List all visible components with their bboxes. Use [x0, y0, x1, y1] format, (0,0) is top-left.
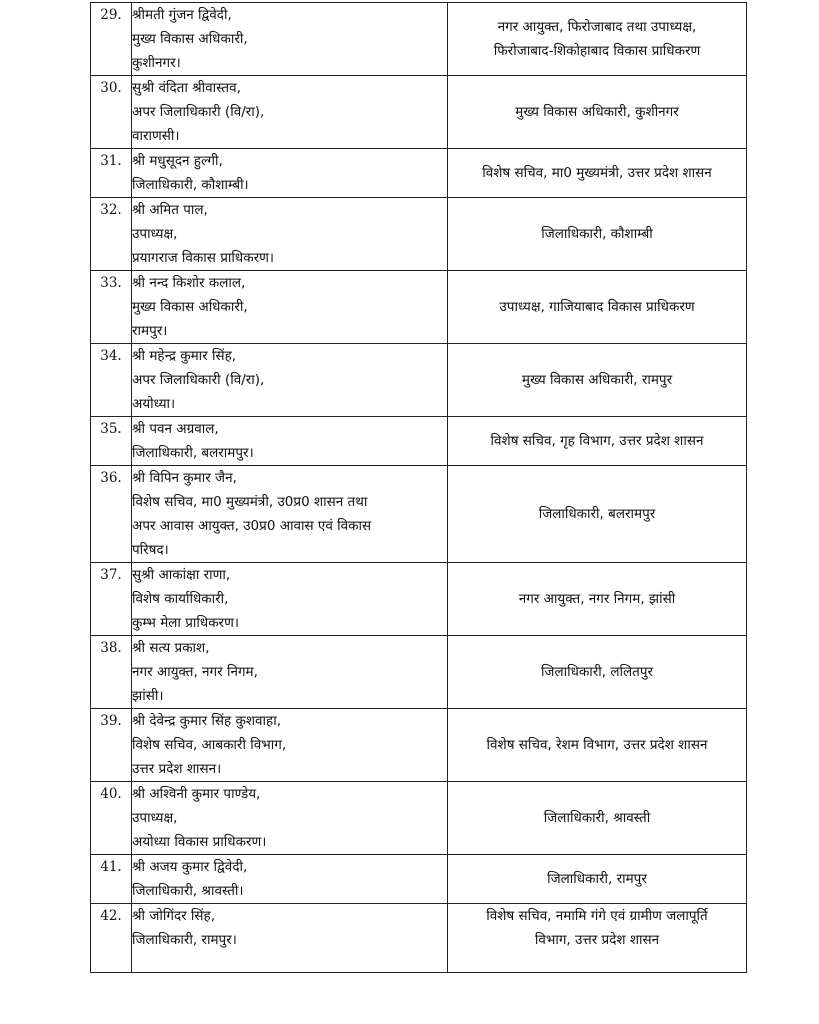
officer-detail-line: अयोध्या विकास प्राधिकरण। [132, 834, 267, 850]
officer-name-current-post [132, 344, 448, 417]
officer-detail-line: अपर जिलाधिकारी (वि/रा), [132, 372, 265, 388]
officer-detail-line: प्रयागराज विकास प्राधिकरण। [132, 250, 274, 266]
new-posting-line: जिलाधिकारी, ललितपुर [540, 664, 654, 680]
serial-number: 42. [91, 904, 132, 973]
officer-detail-line: श्री अश्विनी कुमार पाण्डेय, [132, 786, 261, 802]
new-posting [448, 855, 747, 904]
table-row [91, 904, 747, 973]
officer-detail-line: श्री नन्द किशोर कलाल, [132, 275, 246, 291]
table-body [91, 3, 747, 973]
officer-detail-line: वाराणसी। [132, 128, 180, 144]
serial-number: 35. [91, 417, 132, 466]
new-posting [448, 344, 747, 417]
serial-number: 30. [91, 76, 132, 149]
table-row [91, 855, 747, 904]
officer-detail-line: जिलाधिकारी, रामपुर। [132, 932, 237, 948]
officer-detail-line: अपर जिलाधिकारी (वि/रा), [132, 104, 265, 120]
officer-detail-line: उपाध्यक्ष, [132, 810, 178, 826]
table-row [91, 149, 747, 198]
officer-detail-line: उपाध्यक्ष, [132, 226, 178, 242]
serial-number: 36. [91, 466, 132, 563]
officer-detail-line: मुख्य विकास अधिकारी, [132, 31, 248, 47]
officer-detail-line: श्री अजय कुमार द्विवेदी, [132, 859, 248, 875]
new-posting [448, 417, 747, 466]
officer-detail-line: श्री जोगिंदर सिंह, [132, 908, 216, 924]
transfer-table [90, 2, 747, 973]
officer-detail-line: श्री अमित पाल, [132, 202, 208, 218]
new-posting [448, 198, 747, 271]
new-posting-line: विशेष सचिव, मा0 मुख्यमंत्री, उत्तर प्रदेश शासन [482, 165, 712, 181]
new-posting [448, 149, 747, 198]
new-posting-line: विशेष सचिव, नमामि गंगे एवं ग्रामीण जलापूर्ति [486, 908, 708, 924]
officer-name-current-post [132, 855, 448, 904]
new-posting-line: नगर आयुक्त, फिरोजाबाद तथा उपाध्यक्ष, [497, 19, 697, 35]
officer-detail-line: श्री विपिन कुमार जैन, [132, 470, 237, 486]
officer-name-current-post [132, 782, 448, 855]
table-row [91, 198, 747, 271]
officer-detail-line: श्री देवेन्द्र कुमार सिंह कुशवाहा, [132, 713, 281, 729]
table-row [91, 344, 747, 417]
serial-number: 40. [91, 782, 132, 855]
serial-number: 39. [91, 709, 132, 782]
officer-detail-line: श्री पवन अग्रवाल, [132, 421, 219, 437]
new-posting-line: विशेष सचिव, रेशम विभाग, उत्तर प्रदेश शासन [486, 737, 708, 753]
officer-detail-line: श्री महेन्द्र कुमार सिंह, [132, 348, 237, 364]
officer-name-current-post [132, 636, 448, 709]
officer-detail-line: विशेष कार्याधिकारी, [132, 591, 229, 607]
new-posting-line: विभाग, उत्तर प्रदेश शासन [534, 932, 660, 948]
table-row [91, 271, 747, 344]
new-posting-line: विशेष सचिव, गृह विभाग, उत्तर प्रदेश शासन [490, 433, 704, 449]
officer-detail-line: कुम्भ मेला प्राधिकरण। [132, 615, 239, 631]
officer-name-current-post [132, 904, 448, 973]
table-row [91, 709, 747, 782]
officer-name-current-post [132, 563, 448, 636]
officer-detail-line: विशेष सचिव, आबकारी विभाग, [132, 737, 287, 753]
officer-detail-line: रामपुर। [132, 323, 168, 339]
officer-name-current-post [132, 198, 448, 271]
table-row [91, 782, 747, 855]
new-posting [448, 3, 747, 76]
new-posting-line: जिलाधिकारी, रामपुर [547, 871, 647, 887]
officer-detail-line: परिषद। [132, 542, 169, 558]
table-row [91, 466, 747, 563]
table-row [91, 3, 747, 76]
table-row [91, 636, 747, 709]
new-posting [448, 904, 747, 973]
table-row [91, 76, 747, 149]
officer-detail-line: उत्तर प्रदेश शासन। [132, 761, 222, 777]
new-posting-line: उपाध्यक्ष, गाजियाबाद विकास प्राधिकरण [499, 299, 695, 315]
serial-number: 32. [91, 198, 132, 271]
serial-number: 41. [91, 855, 132, 904]
officer-name-current-post [132, 417, 448, 466]
table-row [91, 417, 747, 466]
new-posting-line: फिरोजाबाद-शिकोहाबाद विकास प्राधिकरण [493, 43, 701, 59]
officer-detail-line: अपर आवास आयुक्त, उ0प्र0 आवास एवं विकास [132, 518, 372, 534]
serial-number: 37. [91, 563, 132, 636]
officer-name-current-post [132, 76, 448, 149]
officer-detail-line: नगर आयुक्त, नगर निगम, [132, 664, 258, 680]
officer-name-current-post [132, 466, 448, 563]
serial-number: 31. [91, 149, 132, 198]
new-posting-line: मुख्य विकास अधिकारी, रामपुर [521, 372, 673, 388]
officer-detail-line: श्रीमती गुंजन द्विवेदी, [132, 7, 232, 23]
officer-detail-line: विशेष सचिव, मा0 मुख्यमंत्री, उ0प्र0 शासन तथा [132, 494, 368, 510]
serial-number: 33. [91, 271, 132, 344]
officer-detail-line: जिलाधिकारी, कौशाम्बी। [132, 177, 249, 193]
officer-detail-line: अयोध्या। [132, 396, 176, 412]
new-posting-line: जिलाधिकारी, श्रावस्ती [543, 810, 651, 826]
serial-number: 38. [91, 636, 132, 709]
new-posting-line: जिलाधिकारी, कौशाम्बी [541, 226, 653, 242]
serial-number: 29. [91, 3, 132, 76]
officer-name-current-post [132, 709, 448, 782]
table-row [91, 563, 747, 636]
officer-detail-line: श्री सत्य प्रकाश, [132, 640, 210, 656]
new-posting [448, 636, 747, 709]
officer-detail-line: झांसी। [132, 688, 164, 704]
new-posting [448, 563, 747, 636]
serial-number: 34. [91, 344, 132, 417]
officer-name-current-post [132, 149, 448, 198]
new-posting-line: मुख्य विकास अधिकारी, कुशीनगर [515, 104, 679, 120]
new-posting [448, 466, 747, 563]
new-posting-line: जिलाधिकारी, बलरामपुर [538, 506, 656, 522]
officer-detail-line: मुख्य विकास अधिकारी, [132, 299, 248, 315]
new-posting [448, 271, 747, 344]
new-posting-line: नगर आयुक्त, नगर निगम, झांसी [518, 591, 676, 607]
officer-name-current-post [132, 271, 448, 344]
officer-detail-line: श्री मधुसूदन हुल्गी, [132, 153, 223, 169]
officer-detail-line: जिलाधिकारी, श्रावस्ती। [132, 883, 244, 899]
officer-detail-line: कुशीनगर। [132, 55, 181, 71]
officer-detail-line: सुश्री वंदिता श्रीवास्तव, [132, 80, 241, 96]
officer-detail-line: जिलाधिकारी, बलरामपुर। [132, 445, 254, 461]
officer-name-current-post [132, 3, 448, 76]
new-posting [448, 76, 747, 149]
officer-detail-line: सुश्री आकांक्षा राणा, [132, 567, 231, 583]
new-posting [448, 709, 747, 782]
new-posting [448, 782, 747, 855]
